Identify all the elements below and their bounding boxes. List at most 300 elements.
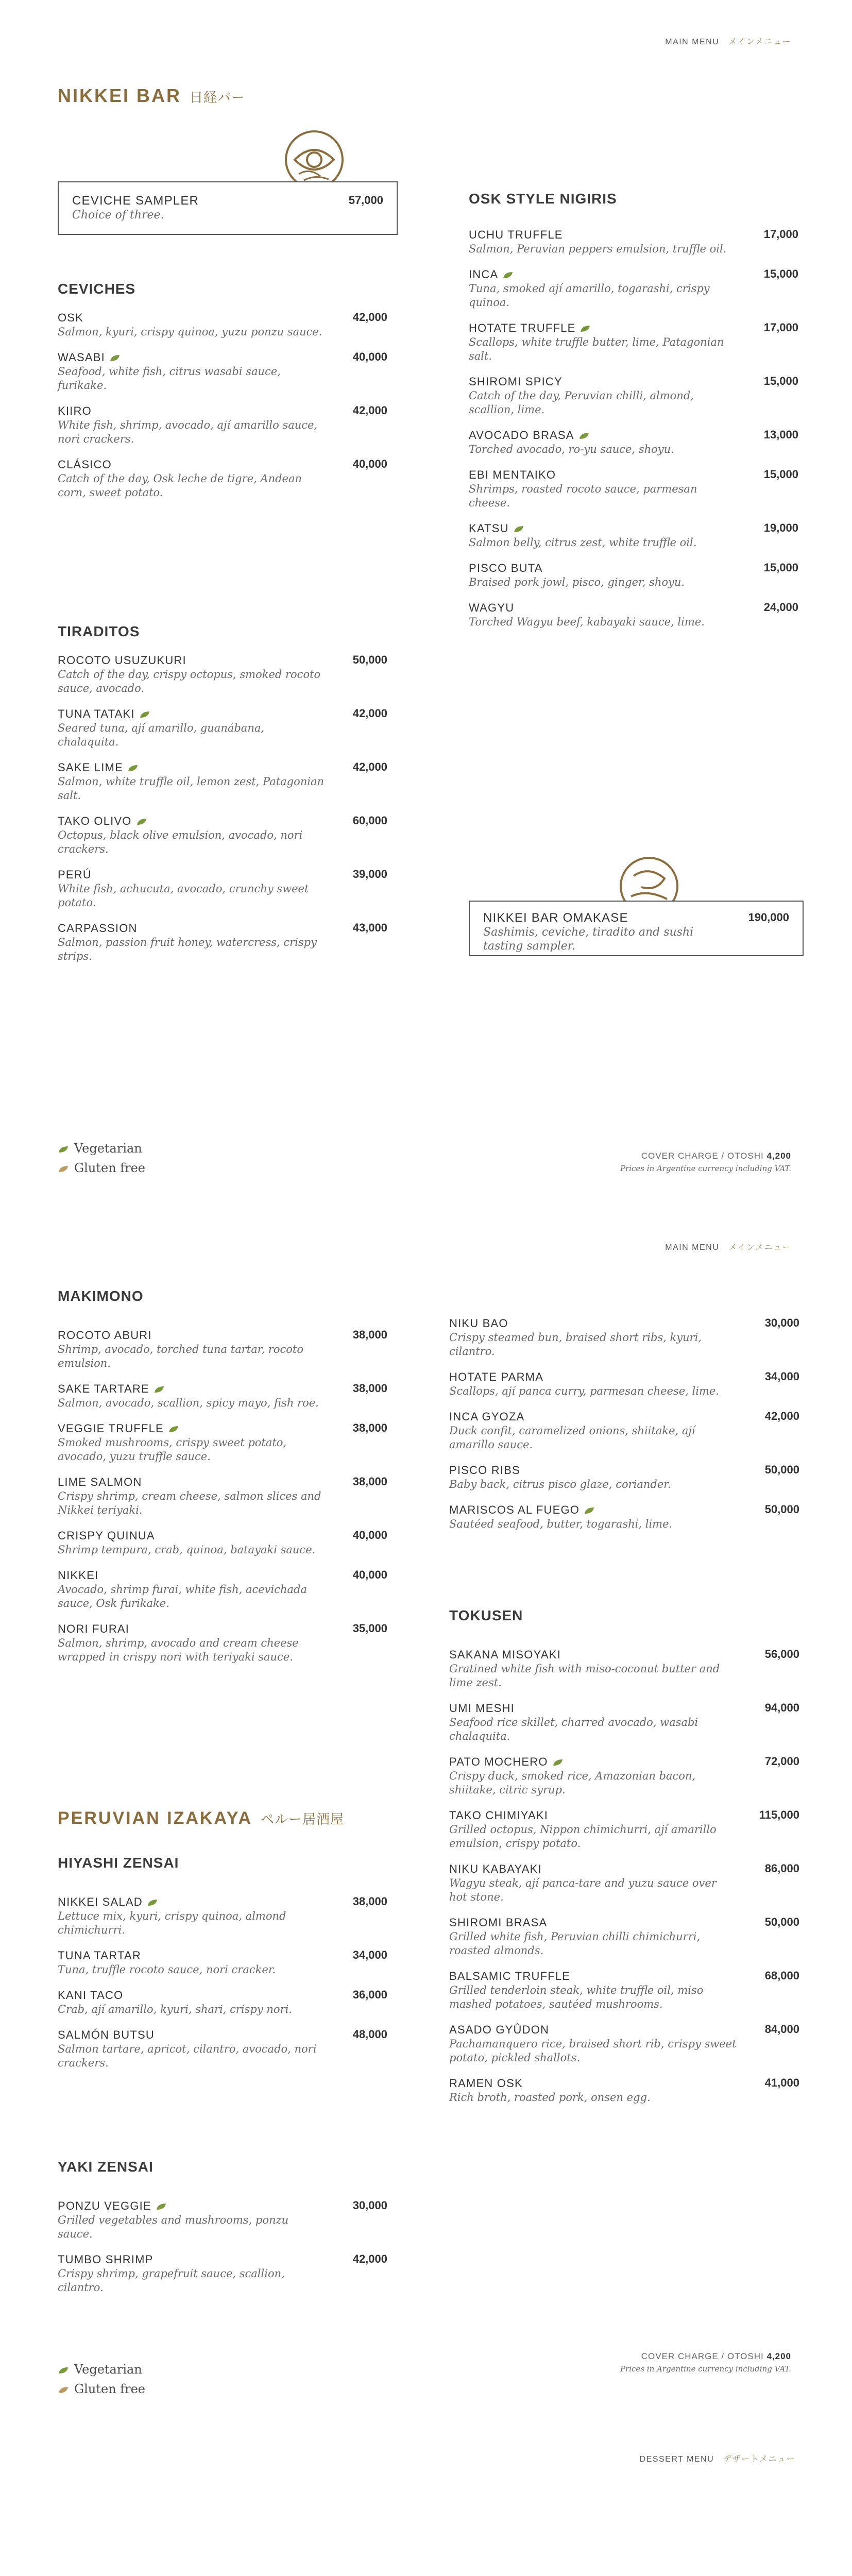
item-name-text: TUNA TATAKI	[58, 707, 135, 720]
menu-item	[449, 1410, 799, 1452]
item-desc: Scallops, white truffle butter, lime, Patagonian salt.	[469, 336, 724, 362]
item-desc: Avocado, shrimp furai, white fish, acevichada sauce, Osk furikake.	[58, 1583, 308, 1609]
item-name	[469, 375, 798, 389]
item-name-text: KIIRO	[58, 404, 92, 417]
menu-item	[449, 1370, 799, 1398]
title-jp: ペルー居酒屋	[261, 1811, 345, 1827]
item-price: 38,000	[352, 1475, 387, 1488]
menu-item	[58, 653, 387, 696]
item-name	[449, 1808, 799, 1823]
item-desc: Salmon, shrimp, avocado and cream cheese wrapped in crispy nori with teriyaki sauce.	[58, 1637, 299, 1663]
menu-item	[58, 457, 387, 500]
item-name-text: PONZU VEGGIE	[58, 2199, 151, 2212]
legend	[58, 1139, 145, 1178]
item-name	[58, 2199, 387, 2213]
legend-vegetarian	[58, 1139, 145, 1158]
menu-item	[58, 1529, 387, 1557]
item-name-text: OSK	[58, 311, 84, 324]
cover-charge	[620, 2350, 791, 2375]
menu-item	[58, 868, 387, 910]
item-name-text: SAKE TARTARE	[58, 1382, 149, 1395]
item-desc: Tuna, truffle rocoto sauce, nori cracker.	[58, 1963, 276, 1976]
item-price: 13,000	[763, 428, 798, 441]
yaki-zensai-section	[58, 2159, 387, 2306]
item-price: 72,000	[764, 1755, 799, 1768]
item-price: 50,000	[352, 653, 387, 666]
menu-item	[58, 1988, 387, 2016]
legend-gluten-free	[58, 1158, 145, 1178]
item-name-text: ASADO GYÛDON	[449, 2023, 550, 2036]
vegetarian-leaf-icon	[513, 525, 524, 533]
item-price: 40,000	[352, 1568, 387, 1581]
item-price: 42,000	[352, 404, 387, 417]
item-name: CEVICHE SAMPLER	[72, 194, 199, 208]
item-name-text: ROCOTO ABURI	[58, 1329, 152, 1342]
item-price: 42,000	[352, 760, 387, 773]
item-price: 115,000	[759, 1808, 799, 1821]
vegetarian-leaf-icon	[502, 271, 514, 279]
item-price: 42,000	[352, 311, 387, 324]
item-name-text: TUMBO SHRIMP	[58, 2253, 154, 2266]
item-desc: Crispy duck, smoked rice, Amazonian bacon, shiitake, citric syrup.	[449, 1770, 696, 1796]
menu-item	[58, 1948, 387, 1977]
item-desc: Crispy steamed bun, braised short ribs, kyuri, cilantro.	[449, 1331, 702, 1358]
item-name-text: EBI MENTAIKO	[469, 468, 556, 481]
item-name-text: SHIROMI SPICY	[469, 375, 563, 388]
vegetarian-leaf-icon	[580, 325, 591, 333]
item-name-text: CRISPY QUINUA	[58, 1529, 155, 1542]
item-name-text: TUNA TARTAR	[58, 1949, 141, 1962]
title-en: NIKKEI BAR	[58, 85, 182, 106]
section-heading: HIYASHI ZENSAI	[58, 1855, 179, 1871]
section-heading: CEVICHES	[58, 281, 136, 297]
item-desc: Salmon, Peruvian peppers emulsion, truffle oil.	[469, 243, 727, 255]
item-price: 43,000	[352, 921, 387, 934]
item-desc: Salmon, white truffle oil, lemon zest, Patagonian salt.	[58, 775, 325, 802]
gluten-free-wheat-icon	[58, 2386, 69, 2394]
menu-item	[469, 228, 798, 256]
item-list	[58, 2199, 387, 2295]
menu-item	[449, 1463, 799, 1492]
item-desc: Duck confit, caramelized onions, shiitake, ají amarillo sauce.	[449, 1425, 695, 1451]
menu-item	[58, 921, 387, 963]
menu-item	[449, 1808, 799, 1851]
item-name	[58, 1475, 387, 1489]
menu-item	[58, 814, 387, 856]
nav-label-jp[interactable]: メインメニュー	[728, 1243, 791, 1252]
item-name	[449, 1701, 799, 1716]
title-jp: 日経バー	[190, 90, 246, 105]
menu-item	[58, 1328, 387, 1370]
item-desc: Crispy shrimp, grapefruit sauce, scallion, cilantro.	[58, 2267, 285, 2294]
menu-item	[58, 1895, 387, 1937]
item-desc: Baby back, citrus pisco glaze, coriander.	[449, 1478, 671, 1490]
item-name-text: NIKKEI SALAD	[58, 1895, 143, 1908]
item-price: 94,000	[764, 1701, 799, 1714]
item-name-text: LIME SALMON	[58, 1476, 142, 1488]
item-name-text: WASABI	[58, 351, 105, 364]
page-dessert-menu	[0, 2421, 852, 2576]
item-name	[58, 457, 387, 472]
item-price: 30,000	[764, 1316, 799, 1329]
item-desc: Shrimp, avocado, torched tuna tartar, rocoto emulsion.	[58, 1343, 303, 1369]
item-price: 36,000	[352, 1988, 387, 2001]
item-name	[449, 1410, 799, 1424]
cover-label: COVER CHARGE / OTOSHI	[641, 1151, 764, 1161]
item-name	[58, 1568, 387, 1583]
item-name	[469, 561, 798, 575]
cover-charge	[620, 1150, 791, 1175]
item-desc: Salmon, kyuri, crispy quinoa, yuzu ponzu sauce.	[58, 326, 322, 338]
item-price: 48,000	[352, 2028, 387, 2041]
item-name-text: MARISCOS AL FUEGO	[449, 1503, 580, 1516]
menu-item	[58, 311, 387, 339]
cover-price: 4,200	[766, 1151, 791, 1161]
menu-item	[58, 350, 387, 393]
item-desc: Seared tuna, ají amarillo, guanábana, chalaquita.	[58, 722, 265, 748]
item-name	[58, 707, 387, 721]
item-price: 41,000	[764, 2076, 799, 2089]
item-name	[58, 1529, 387, 1543]
item-price: 50,000	[764, 1503, 799, 1516]
hiyashi-zensai-section	[58, 1855, 387, 2081]
item-price: 30,000	[352, 2199, 387, 2212]
item-name	[58, 760, 387, 775]
item-name	[449, 1862, 799, 1876]
item-price: 42,000	[352, 2252, 387, 2265]
item-desc: Salmon, avocado, scallion, spicy mayo, fish roe.	[58, 1397, 319, 1409]
item-price: 42,000	[764, 1410, 799, 1422]
item-name	[449, 1916, 799, 1930]
vegetarian-leaf-icon	[109, 354, 121, 362]
item-desc: Grilled white fish, Peruvian chilli chimichurri, roasted almonds.	[449, 1930, 701, 1957]
item-price: 40,000	[352, 457, 387, 470]
item-price: 35,000	[352, 1622, 387, 1635]
nav-label-jp[interactable]: デザートメニュー	[723, 2455, 795, 2464]
item-name	[469, 601, 798, 615]
item-name-text: BALSAMIC TRUFFLE	[449, 1970, 571, 1982]
item-desc: Pachamanquero rice, braised short rib, crispy sweet potato, pickled shallots.	[449, 2038, 737, 2064]
item-name	[58, 1421, 387, 1436]
item-price: 40,000	[352, 1529, 387, 1541]
ceviche-sampler-box	[58, 181, 398, 235]
item-name	[469, 267, 798, 282]
vegetarian-leaf-icon	[168, 1425, 179, 1433]
item-desc: Seafood rice skillet, charred avocado, wasabi chalaquita.	[449, 1716, 698, 1742]
main-menu-nav[interactable]	[665, 35, 791, 47]
item-name-text: WAGYU	[469, 601, 515, 614]
menu-item	[469, 521, 798, 550]
menu-item	[449, 1701, 799, 1743]
item-desc: White fish, achucuta, avocado, crunchy sweet potato.	[58, 883, 309, 909]
item-desc: Gratined white fish with miso-coconut butter and lime zest.	[449, 1663, 720, 1689]
legend-label: Gluten free	[74, 1161, 145, 1175]
item-name-text: PERÚ	[58, 868, 92, 881]
item-desc: Catch of the day, Osk leche de tigre, Andean corn, sweet potato.	[58, 472, 302, 499]
item-name	[449, 1370, 799, 1384]
item-desc: Salmon tartare, apricot, cilantro, avocado, nori crackers.	[58, 2043, 317, 2069]
item-name-text: SAKANA MISOYAKI	[449, 1648, 561, 1661]
menu-item	[58, 2199, 387, 2241]
menu-item	[469, 267, 798, 310]
vegetarian-leaf-icon	[156, 2202, 167, 2211]
page-main-menu	[0, 1206, 852, 2416]
legend-label: Gluten free	[74, 2382, 145, 2396]
vegetarian-leaf-icon	[58, 2366, 69, 2375]
item-name-text: AVOCADO BRASA	[469, 429, 574, 442]
item-name-text: TAKO CHIMIYAKI	[449, 1809, 549, 1822]
item-name-text: NIKU BAO	[449, 1317, 508, 1330]
vegetarian-leaf-icon	[127, 764, 139, 772]
section-title-peruvian-izakaya	[58, 1808, 344, 1828]
item-name-text: HOTATE TRUFFLE	[469, 321, 576, 334]
item-price: 190,000	[748, 911, 789, 924]
item-name	[449, 1463, 799, 1478]
tokusen-section	[449, 1607, 799, 2116]
omakase-box	[469, 901, 804, 956]
item-price: 40,000	[352, 350, 387, 363]
menu-item	[449, 1916, 799, 1958]
item-desc: Salmon belly, citrus zest, white truffle oil.	[469, 536, 697, 549]
item-name	[449, 1316, 799, 1331]
item-name	[58, 1988, 387, 2003]
item-name	[469, 521, 798, 536]
menu-item	[449, 1862, 799, 1904]
item-price: 15,000	[763, 468, 798, 481]
nav-label[interactable]: MAIN MENU	[665, 38, 720, 46]
item-name-text: TAKO OLIVO	[58, 815, 132, 827]
item-price: 17,000	[763, 228, 798, 241]
nav-label[interactable]: MAIN MENU	[665, 1243, 720, 1252]
item-price: 57,000	[348, 194, 383, 207]
item-name	[58, 868, 387, 882]
menu-item	[449, 2023, 799, 2065]
item-name-text: NIKKEI	[58, 1569, 99, 1582]
item-list	[449, 1648, 799, 2105]
item-name-text: UMI MESHI	[449, 1702, 515, 1715]
section-title-nikkei-bar	[58, 85, 245, 107]
menu-item	[58, 404, 387, 446]
item-price: 38,000	[352, 1895, 387, 1908]
menu-item	[58, 1421, 387, 1464]
item-name	[58, 1895, 387, 1909]
item-list	[58, 311, 387, 500]
item-desc: Sashimis, ceviche, tiradito and sushi tasting sampler.	[483, 926, 694, 953]
menu-item	[58, 1568, 387, 1611]
vegetarian-leaf-icon	[552, 1758, 564, 1767]
item-price: 86,000	[764, 1862, 799, 1875]
item-name-text: HOTATE PARMA	[449, 1370, 544, 1383]
menu-item	[469, 321, 798, 363]
price-note: Prices in Argentine currency including VAT.	[620, 2364, 791, 2374]
section-heading: TIRADITOS	[58, 623, 140, 639]
item-name	[449, 1969, 799, 1984]
menu-item	[449, 1755, 799, 1797]
vegetarian-leaf-icon	[578, 432, 590, 440]
item-name	[58, 404, 387, 418]
item-list	[449, 1316, 799, 1531]
item-name-text: NORI FURAI	[58, 1622, 130, 1635]
section-heading: MAKIMONO	[58, 1288, 144, 1304]
item-name	[449, 2023, 799, 2037]
item-desc: Shrimps, roasted rocoto sauce, parmesan cheese.	[469, 483, 697, 509]
item-name-text: ROCOTO USUZUKURI	[58, 654, 186, 667]
item-desc: Seafood, white fish, citrus wasabi sauce, furikake.	[58, 365, 281, 392]
item-price: 56,000	[764, 1648, 799, 1660]
item-desc: Grilled octopus, Nippon chimichurri, ají amarillo emulsion, crispy potato.	[449, 1823, 717, 1850]
item-name-text: KANI TACO	[58, 1989, 124, 2002]
menu-item	[469, 468, 798, 510]
item-name-text: PISCO BUTA	[469, 562, 543, 574]
vegetarian-leaf-icon	[154, 1385, 165, 1394]
item-desc: Shrimp tempura, crab, quinoa, batayaki sauce.	[58, 1544, 316, 1556]
item-name-text: PATO MOCHERO	[449, 1755, 548, 1768]
vegetarian-leaf-icon	[58, 1145, 69, 1154]
ceviches-section	[58, 281, 387, 511]
item-desc: Grilled tenderloin steak, white truffle oil, miso mashed potatoes, sautéed mushrooms.	[449, 1984, 704, 2010]
item-name	[449, 1503, 799, 1517]
menu-item	[58, 2028, 387, 2070]
item-desc: Tuna, smoked ají amarillo, togarashi, crispy quinoa.	[469, 282, 710, 309]
item-name	[58, 311, 387, 325]
menu-item	[449, 2076, 799, 2105]
menu-item	[469, 601, 798, 629]
menu-item	[469, 428, 798, 456]
item-desc: Salmon, passion fruit honey, watercress, crispy strips.	[58, 936, 317, 962]
item-name-text: SALMÓN BUTSU	[58, 2028, 155, 2041]
item-price: 38,000	[352, 1382, 387, 1395]
vegetarian-leaf-icon	[139, 710, 150, 719]
item-name-text: SHIROMI BRASA	[449, 1916, 548, 1929]
item-name: NIKKEI BAR OMAKASE	[483, 911, 628, 925]
item-name-text: SAKE LIME	[58, 761, 123, 774]
item-name	[58, 814, 387, 828]
item-list	[58, 1328, 387, 1664]
item-name	[58, 1382, 387, 1396]
item-price: 68,000	[764, 1969, 799, 1982]
item-desc: Catch of the day, Peruvian chilli, almond, scallion, lime.	[469, 389, 694, 416]
item-name	[58, 2028, 387, 2042]
cover-label: COVER CHARGE / OTOSHI	[641, 2351, 764, 2361]
nav-label-jp[interactable]: メインメニュー	[728, 38, 791, 46]
vegetarian-leaf-icon	[147, 1899, 158, 1907]
menu-item	[449, 1969, 799, 2011]
item-price: 84,000	[764, 2023, 799, 2036]
item-price: 15,000	[763, 375, 798, 387]
main-menu-nav[interactable]	[665, 1241, 791, 1252]
item-desc: Catch of the day, crispy octopus, smoked rocoto sauce, avocado.	[58, 668, 321, 694]
item-desc: White fish, shrimp, avocado, ají amarillo sauce, nori crackers.	[58, 419, 318, 445]
dessert-menu-nav[interactable]	[640, 2452, 795, 2464]
item-price: 50,000	[764, 1916, 799, 1928]
item-desc: Torched Wagyu beef, kabayaki sauce, lime.	[469, 616, 705, 628]
item-name	[469, 321, 798, 335]
section-heading: OSK STYLE NIGIRIS	[469, 191, 617, 207]
item-name-text: PISCO RIBS	[449, 1464, 520, 1477]
item-desc: Grilled vegetables and mushrooms, ponzu sauce.	[58, 2214, 289, 2240]
item-desc: Crab, ají amarillo, kyuri, shari, crispy nori.	[58, 2003, 292, 2015]
item-price: 34,000	[352, 1948, 387, 1961]
item-name-text: KATSU	[469, 522, 509, 535]
item-name	[58, 2252, 387, 2267]
section-heading: TOKUSEN	[449, 1607, 523, 1623]
page-nikkei-bar	[0, 0, 852, 1200]
item-name	[58, 921, 387, 936]
title-en: PERUVIAN IZAKAYA	[58, 1808, 253, 1828]
item-desc: Lettuce mix, kyuri, crispy quinoa, almond chimichurri.	[58, 1910, 286, 1936]
item-price: 38,000	[352, 1328, 387, 1341]
price-note: Prices in Argentine currency including VAT.	[620, 1164, 791, 1173]
legend-label: Vegetarian	[74, 1141, 142, 1156]
item-desc: Choice of three.	[72, 209, 164, 222]
item-name-text: CLÁSICO	[58, 458, 112, 471]
menu-item	[469, 375, 798, 417]
item-name-text: NIKU KABAYAKI	[449, 1862, 542, 1875]
gluten-free-wheat-icon	[58, 1165, 69, 1173]
legend-label: Vegetarian	[74, 2362, 142, 2377]
izakaya-right-column	[449, 1316, 799, 1543]
item-desc: Torched avocado, ro-yu sauce, shoyu.	[469, 443, 674, 455]
item-name-text: INCA	[469, 268, 499, 281]
item-price: 39,000	[352, 868, 387, 880]
item-name	[58, 1622, 387, 1636]
item-name	[449, 2076, 799, 2091]
vegetarian-leaf-icon	[584, 1506, 595, 1515]
item-list	[58, 1895, 387, 2070]
item-list	[58, 653, 387, 963]
item-price: 17,000	[763, 321, 798, 334]
legend-vegetarian	[58, 2360, 145, 2379]
item-price: 60,000	[352, 814, 387, 827]
item-price: 15,000	[763, 267, 798, 280]
item-name-text: RAMEN OSK	[449, 2077, 523, 2090]
item-name	[469, 468, 798, 482]
nav-label[interactable]: DESSERT MENU	[639, 2455, 714, 2464]
menu-item	[469, 561, 798, 589]
item-name	[449, 1755, 799, 1769]
makimono-section	[58, 1288, 387, 1675]
item-desc: Octopus, black olive emulsion, avocado, nori crackers.	[58, 829, 303, 855]
item-desc: Smoked mushrooms, crispy sweet potato, avocado, yuzu truffle sauce.	[58, 1436, 287, 1463]
legend	[58, 2360, 145, 2399]
item-desc: Wagyu steak, ají panca-tare and yuzu sauce over hot stone.	[449, 1877, 717, 1903]
menu-item	[449, 1316, 799, 1359]
item-name-text: VEGGIE TRUFFLE	[58, 1422, 164, 1435]
item-desc: Rich broth, roasted pork, onsen egg.	[449, 2091, 651, 2104]
tiraditos-section	[58, 623, 387, 975]
menu-item	[58, 707, 387, 749]
item-price: 50,000	[764, 1463, 799, 1476]
item-desc: Braised pork jowl, pisco, ginger, shoyu.	[469, 576, 685, 588]
item-name	[469, 428, 798, 443]
item-name	[58, 653, 387, 668]
nigiris-section	[469, 191, 798, 640]
legend-gluten-free	[58, 2379, 145, 2399]
item-name	[469, 228, 798, 242]
vegetarian-leaf-icon	[136, 818, 147, 826]
item-name	[58, 1328, 387, 1343]
menu-item	[58, 1622, 387, 1664]
section-heading: YAKI ZENSAI	[58, 2159, 154, 2175]
item-price: 34,000	[764, 1370, 799, 1383]
item-list	[469, 228, 798, 629]
item-name	[58, 1948, 387, 1963]
item-price: 38,000	[352, 1421, 387, 1434]
item-desc: Crispy shrimp, cream cheese, salmon slices and Nikkei teriyaki.	[58, 1490, 321, 1516]
item-desc: Sautéed seafood, butter, togarashi, lime.	[449, 1518, 673, 1530]
menu-item	[58, 1475, 387, 1517]
item-name	[58, 350, 387, 365]
